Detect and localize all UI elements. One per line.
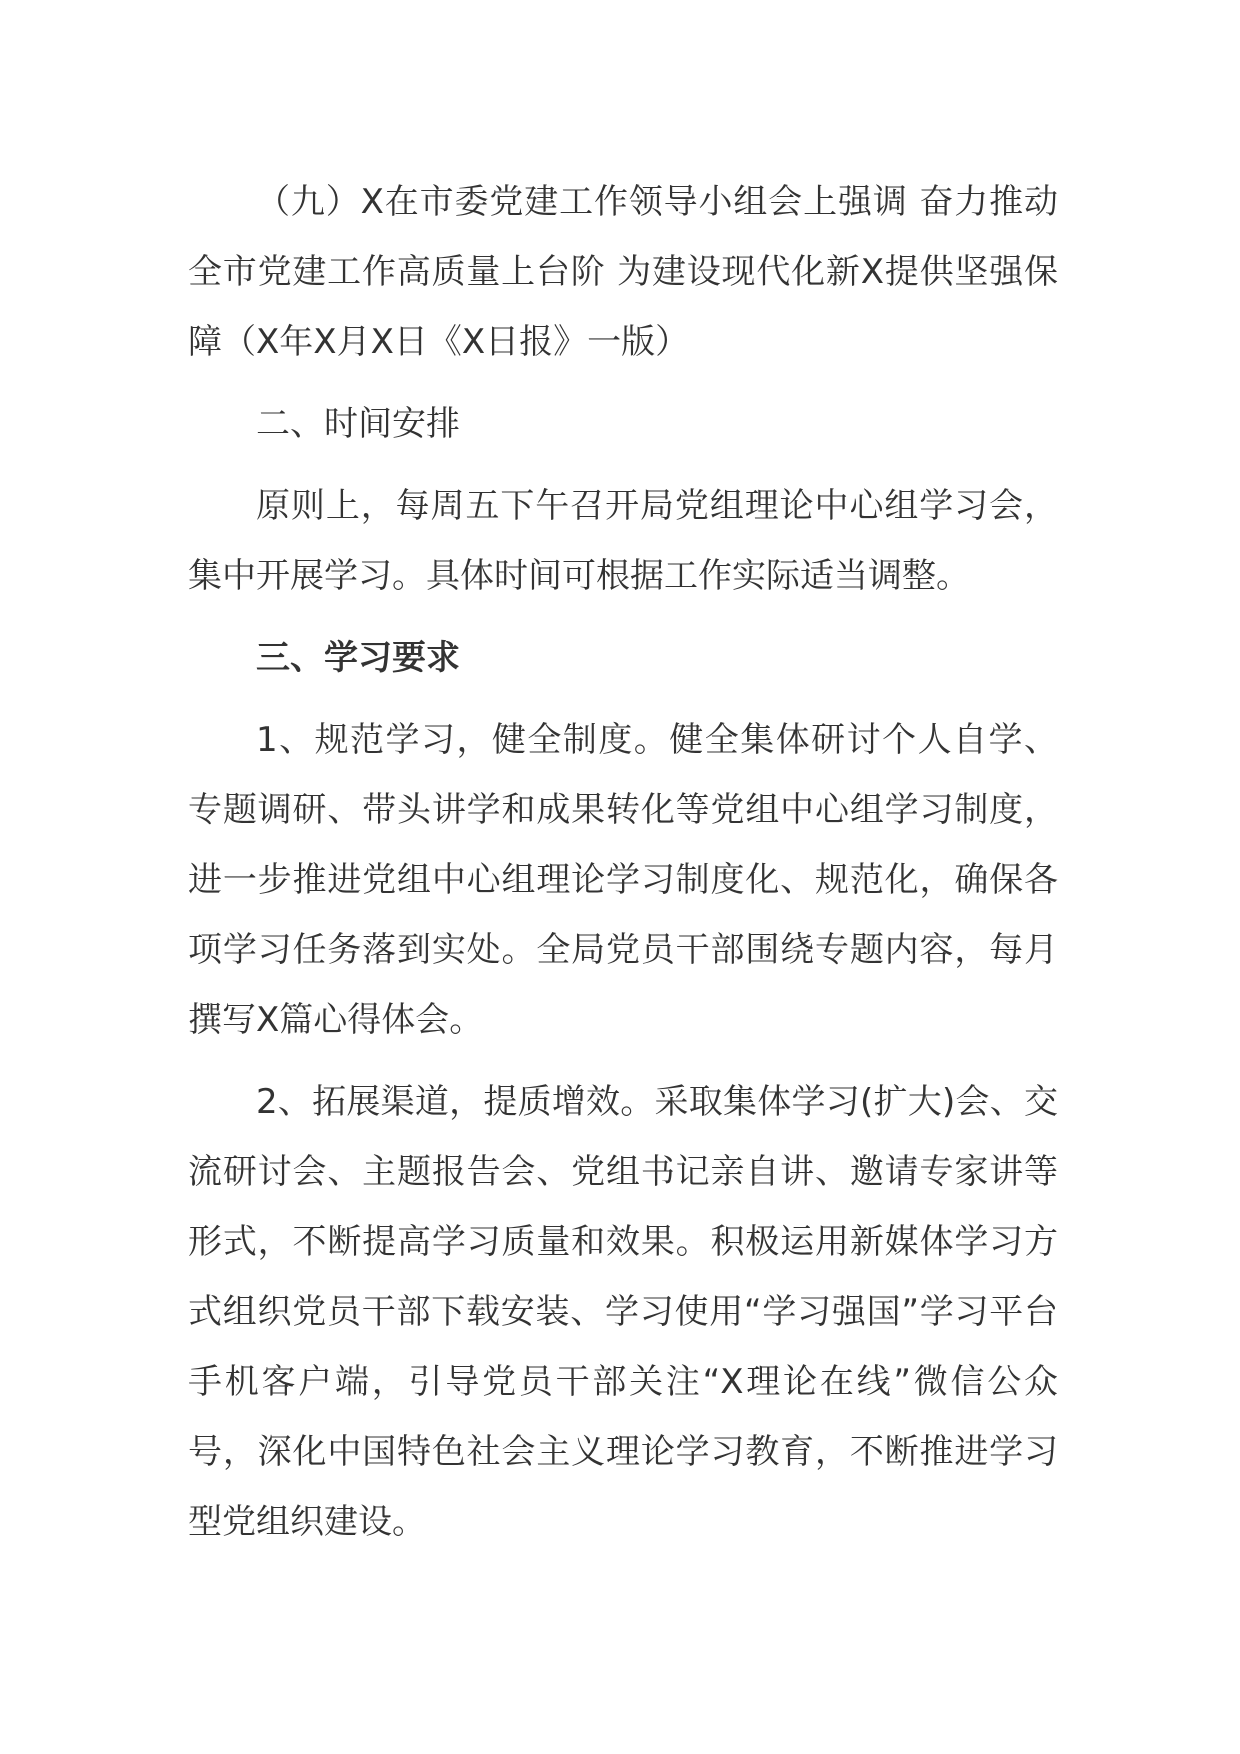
document-page (188, 167, 1058, 1557)
paragraph-requirement-2: 2、拓展渠道，提质增效。采取集体学习(扩大)会、交流研讨会、主题报告会、党组书记亲自讲、邀请专家讲等形式，不断提高学习质量和效果。积极运用新媒体学习方式组织党员干部下载安装、学习使用“学习强国”学习平台手机客户端，引导党员干部关注“X理论在线”微信公众号，深化中国特色社会主义理论学习教育，不断推进学习型党组织建设。 (188, 1082, 1058, 1542)
paragraph-schedule: 原则上，每周五下午召开局党组理论中心组学习会，集中开展学习。具体时间可根据工作实际适当调整。 (188, 486, 1058, 596)
paragraph-item-nine: （九）X在市委党建工作领导小组会上强调 奋力推动全市党建工作高质量上台阶 为建设现代化新X提供坚强保障（X年X月X日《X日报》一版） (188, 182, 1058, 362)
paragraph-requirement-1: 1、规范学习，健全制度。健全集体研讨个人自学、专题调研、带头讲学和成果转化等党组中心组学习制度，进一步推进党组中心组理论学习制度化、规范化，确保各项学习任务落到实处。全局党员干部围绕专题内容，每月撰写X篇心得体会。 (188, 720, 1058, 1040)
section-heading-requirements: 三、学习要求 (256, 638, 460, 678)
section-heading-schedule: 二、时间安排 (256, 404, 460, 444)
